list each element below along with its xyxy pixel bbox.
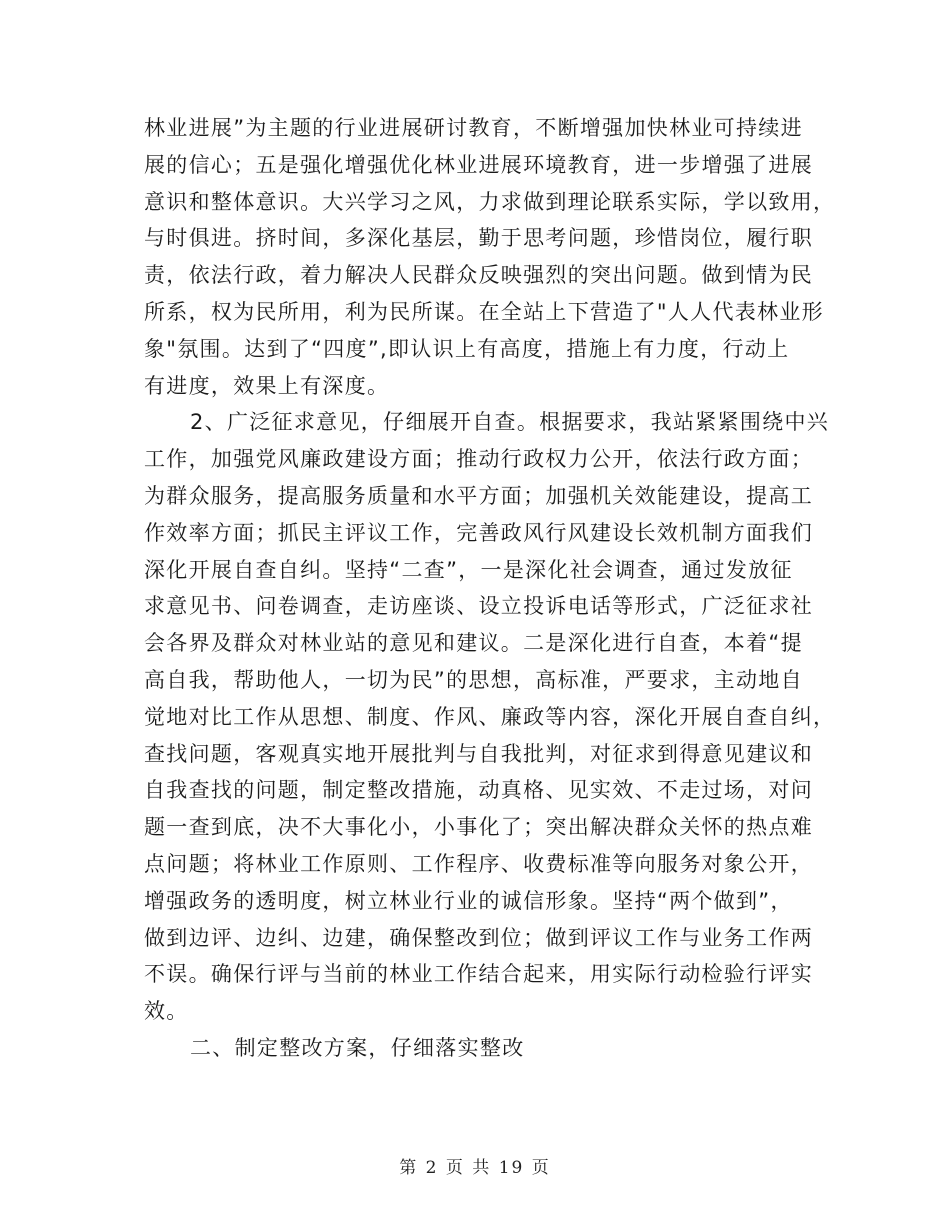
text-line: 所系，权为民所用，利为民所谋。在全站上下营造了"人人代表林业形 [144,299,824,324]
text-line: 会各界及群众对林业站的意见和建议。二是深化进行自查，本着“提 [144,631,803,656]
text-line: 不误。确保行评与当前的林业工作结合起来，用实际行动检验行评实 [144,962,813,987]
text-line: 意识和整体意识。大兴学习之风，力求做到理论联系实际，学以致用， [144,189,836,214]
text-line: 觉地对比工作从思想、制度、作风、廉政等内容，深化开展自查自纠， [144,704,836,729]
text-line: 求意见书、问卷调查，走访座谈、设立投诉电话等形式，广泛征求社 [144,594,813,619]
text-line: 象"氛围。达到了“四度”,即认识上有高度，措施上有力度，行动上 [144,336,790,361]
text-line: 效。 [144,999,189,1024]
text-line: 点问题；将林业工作原则、工作程序、收费标准等向服务对象公开， [144,851,813,876]
text-line: 有进度，效果上有深度。 [144,373,390,398]
text-line: 题一查到底，决不大事化小，小事化了；突出解决群众关怀的热点难 [144,815,813,840]
text-line: 与时俱进。挤时间，多深化基层，勤于思考问题，珍惜岗位，履行职 [144,226,813,251]
text-line: 为群众服务，提高服务质量和水平方面；加强机关效能建设，提高工 [144,483,813,508]
text-line: 作效率方面；抓民主评议工作，完善政风行风建设长效机制方面我们 [144,520,813,545]
text-line: 自我查找的问题，制定整改措施，动真格、见实效、不走过场，对问 [144,778,813,803]
text-line: 增强政务的透明度，树立林业行业的诚信形象。坚持“两个做到”， [144,888,793,913]
body-text [144,110,836,1067]
section-heading: 二、制定整改方案，仔细落实整改 [190,1035,525,1060]
text-line: 做到边评、边纠、边建，确保整改到位；做到评议工作与业务工作两 [144,925,813,950]
text-line: 深化开展自查自纠。坚持“二查”，一是深化社会调查，通过发放征 [144,557,793,582]
text-line: 责，依法行政，着力解决人民群众反映强烈的突出问题。做到情为民 [144,263,813,288]
text-line: 工作，加强党风廉政建设方面；推动行政权力公开，依法行政方面； [144,447,813,472]
text-line: 林业进展”为主题的行业进展研讨教育，不断增强加快林业可持续进 [144,116,803,140]
text-line: 查找问题，客观真实地开展批判与自我批判，对征求到得意见建议和 [144,741,813,766]
text-line: 高自我，帮助他人，一切为民”的思想，高标准，严要求，主动地自 [144,667,803,692]
page-number-footer: 第 2 页 共 19 页 [399,1158,551,1178]
paragraph-start-line: 2、广泛征求意见，仔细展开自查。根据要求，我站紧紧围绕中兴 [190,410,830,435]
text-line: 展的信心；五是强化增强优化林业进展环境教育，进一步增强了进展 [144,152,813,177]
